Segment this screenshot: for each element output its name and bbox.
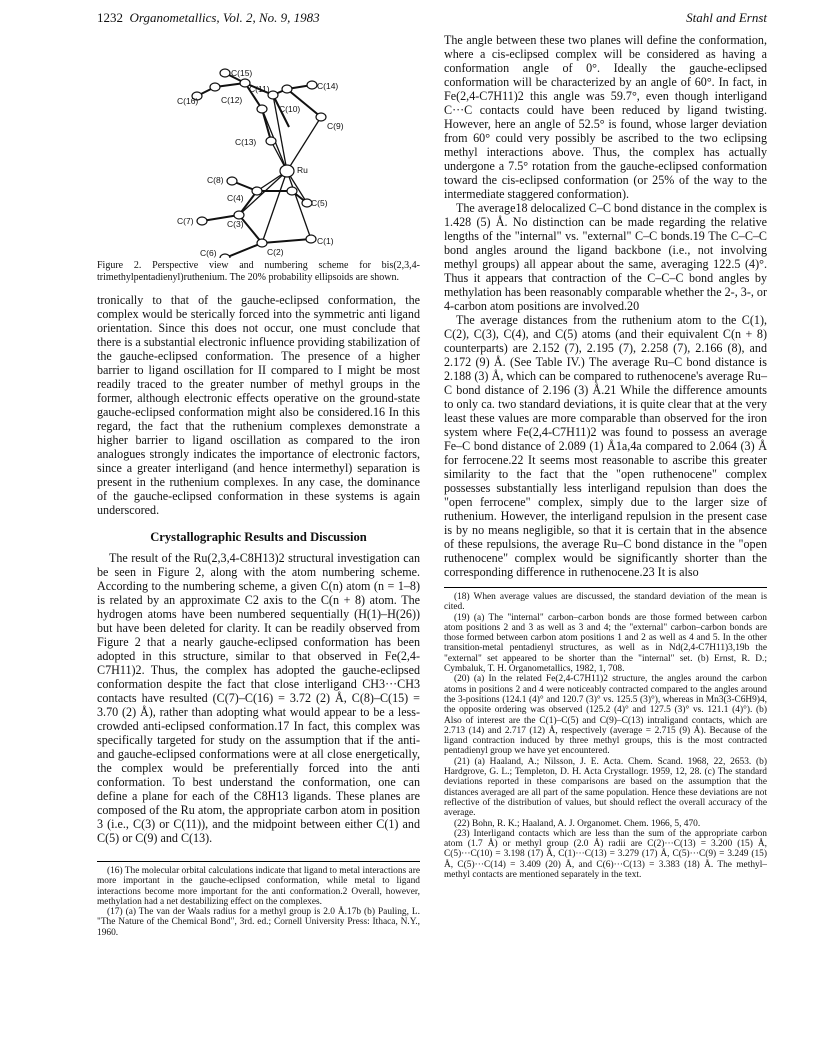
atom-label: C(16) <box>177 96 199 106</box>
page-number: 1232 <box>97 10 123 25</box>
atom-label: C(4) <box>227 193 244 203</box>
atom-label: C(8) <box>207 175 224 185</box>
atom-label: C(1) <box>317 236 334 246</box>
footnote: (17) (a) The van der Waals radius for a methyl group is 2.0 Å.17b (b) Pauling, L. "The Nature of the Chemical Bond", 3rd. ed.; Cornell University Press: Ithaca, N.Y., 1960. <box>97 907 420 938</box>
body-paragraph: The average distances from the ruthenium atom to the C(1), C(2), C(3), C(4), and C(5) atoms (and their equivalent C(n + 8) counterparts) are 2.152 (7), 2.195 (7), 2.258 (7), 2.166 (8), and 2.172 (9) Å. (See Table IV.) The average Ru–C bond distance is 2.188 (3) Å, which can be compared to ruthenocene's average Ru–C bond distance of 2.196 (3) Å.21 While the difference amounts to only ca. two standard deviations, it is quite clear that at the very least these values are more comparable than observed for the iron system where Fe(2,4-C7H11)2 was found to possess an average Fe–C bond distance of 2.089 (1) Å1a,4a compared to 2.064 (3) Å for ferrocene.22 It seems most reasonable to ascribe this greater similarity to the fact that the "open ruthenocene" complex possesses substantially less interligand repulsion than does the "open ferrocene" complex, simply due to the larger size of ruthenium. However, the interligand repulsion in the present case is by no means negligible, so that it is certain that in the absence of these repulsions, the average Ru–C bond distance in the "open ruthenocene" complex would be significantly shorter than the corresponding difference in ruthenocene.23 It is also <box>444 313 767 579</box>
atom-label: C(13) <box>235 137 257 147</box>
footnote: (18) When average values are discussed, the standard deviation of the mean is cited. <box>444 592 767 613</box>
atom-label: C(9) <box>327 121 344 131</box>
atom-label: Ru <box>297 165 308 175</box>
footnote: (20) (a) In the related Fe(2,4-C7H11)2 structure, the angles around the carbon atoms in positions 2 and 4 were noticeably contracted compared to the angles around the 3-positions (124.1 (4)° and 120.7 (3)° vs. 125.5 (3)°), whereas in Mn3(3-C6H9)4, the opposite ordering was observed (125.2 (4)° and 127.5 (3)° vs. 121.1 (4)°). (b) Also of interest are the C(1)–C(5) and C(9)–C(13) intraligand contacts, which are 2.713 (14) and 2.717 (12) Å, respectively (average = 2.715 (9) Å). Because of the ligand contraction induced by three methyl groups, this is the most contracted pentadienyl group we have yet encountered. <box>444 674 767 757</box>
body-paragraph: tronically to that of the gauche-eclipsed conformation, the complex would be sterically forced into the symmetric anti ligand orientation. Since this does not occur, one must conclude that there is a substantial electronic influence providing stabilization of the gauche-eclipsed conformation. The presence of a higher barrier to ligand oscillation for II compared to I might be most readily traced to the greater number of methyl groups in the former, although electronic effects operative on the ground-state gauche-eclipsed conformation might also be considered.16 In this regard, the fact that the ruthenium complexes demonstrate a higher barrier to ligand oscillation as compared to the iron analogues strongly indicates the importance of electronic factors, since a greater interligand (and hence intermethyl) separation is present in the ruthenium complexes. In any case, the dominance of the gauche-eclipsed conformation in these systems is again underscored. <box>97 293 420 517</box>
footnote: (19) (a) The "internal" carbon–carbon bonds are those formed between carbon atom positions 2 and 3 as well as 3 and 4; the "external" carbon–carbon bonds are those formed between carbon atom positions 1 and 2 as well as 4 and 5. In the other transition-metal pentadienyl structures, as well as in Nd(2,4-C7H11)3,19b the "external" set appeared to be shorter than the "internal" set. (b) Ernst, R. D.; Cymbaluk, T. H. Organometallics, 1982, 1, 708. <box>444 612 767 675</box>
footnote-divider <box>444 587 767 588</box>
atom-label: C(10) <box>279 104 301 114</box>
footnote: (23) Interligand contacts which are less than the sum of the appropriate carbon atom (1.7 Å) or methyl group (2.0 Å) radii are C(2)···C(13) = 3.200 (15) Å, C(5)···C(10) = 3.198 (17) Å, C(1)···C(13) = 3.279 (17) Å, C(5)···C(9) = 3.249 (15) Å, C(5)···C(14) = 3.409 (20) Å, and C(6)···C(13) = 3.383 (18) Å. The methyl–methyl contacts are mentioned separately in the text. <box>444 828 767 881</box>
left-column <box>97 33 420 938</box>
footnote: (16) The molecular orbital calculations indicate that ligand to metal interactions are more important in the gauche-eclipsed conformation, while metal to ligand interactions become more important for the anti conformation.2 Overall, however, methylation had a net destabilizing effect on the complexes. <box>97 866 420 907</box>
footnote: (22) Bohn, R. K.; Haaland, A. J. Organomet. Chem. 1966, 5, 470. <box>454 818 701 829</box>
section-heading: Crystallographic Results and Discussion <box>150 530 367 544</box>
ortep-structure-drawing <box>97 33 420 258</box>
figure-caption: Figure 2. Perspective view and numbering scheme for bis(2,3,4-trimethylpentadienyl)ruthenium. The 20% probability ellipsoids are shown. <box>97 260 420 283</box>
atom-label: C(3) <box>227 219 244 229</box>
atom-label: C(5) <box>311 198 328 208</box>
atom-label: C(7) <box>177 216 194 226</box>
body-paragraph: The average18 delocalized C–C bond distance in the complex is 1.428 (5) Å. No distinction can be made regarding the relative lengths of the "internal" vs. "external" C–C bonds.19 The C–C–C bond angles around the ligand backbone (i.e., not involving methyl groups) all appear about the same, averaging 122.5 (4)°. Thus it appears that contraction of the C–C–C bond angles by methylation has been reasonably comparable whether the 2-, 3-, or 4-carbon atom positions are involved.20 <box>444 201 767 313</box>
running-header <box>97 10 767 30</box>
atom-label: C(14) <box>317 81 339 91</box>
header-left <box>97 10 320 26</box>
atom-label: C(15) <box>231 68 253 78</box>
figure-2 <box>97 33 420 258</box>
atom-label: C(2) <box>267 247 284 257</box>
atom-label: C(6) <box>200 248 217 258</box>
body-paragraph: The result of the Ru(2,3,4-C8H13)2 structural investigation can be seen in Figure 2, along with the atom numbering scheme. According to the numbering scheme, a given C(n) atom (n = 1–8) is related by an approximate C2 axis to the C(n + 8) atom. The hydrogen atoms have been numbered sequentially (H(1)–H(26)) but have been deleted for clarity. It can be readily observed from Figure 2 that a nearly gauche-eclipsed conformation has been adopted in this structure, similar to that observed in Fe(2,4-C7H11)2. Thus, the complex has adopted the gauche-eclipsed conformation despite the fact that close interligand CH3···CH3 contacts have resulted (C(7)–C(16) = 3.72 (2) Å, C(8)–C(15) = 3.70 (2) Å), rather than adopting what would appear to be a less-crowded anti-eclipsed conformation.17 In fact, this complex was specifically targeted for study on the assumption that if the anti- and gauche-eclipsed conformations were at all close energetically, the complex would be preferentially forced into the anti conformation. To best understand the conformation, one can define a plane for each of the C8H13 ligands. These planes are composed of the Ru atom, the appropriate carbon atom in position 3 (i.e., C(3) or C(11)), and the midpoint between either C(1) and C(5) or C(9) and C(13). <box>97 551 420 845</box>
body-paragraph: The angle between these two planes will define the conformation, where a cis-eclipsed complex will be considered as having a conformation angle of 0°. Ideally the gauche-eclipsed conformation will be characterized by an angle of 60°. In fact, in Fe(2,4-C7H11)2 this angle was 59.7°, even though interligand C···C contacts could have been reduced by ligand twisting. However, here an angle of 52.5° is found, whose larger deviation from 60° could very possibly be ascribed to the two eclipsing methyl interactions above. Thus, the complex has actually undergone a 7.5° rotation from the gauche-eclipsed conformation toward the cis-eclipsed conformation (or 25% of the way to the intermediate staggered conformation). <box>444 33 767 201</box>
journal-citation: Organometallics, Vol. 2, No. 9, 1983 <box>129 10 320 25</box>
atom-label: C(12) <box>221 95 243 105</box>
footnote-divider <box>97 861 420 862</box>
header-authors: Stahl and Ernst <box>686 10 767 25</box>
right-column <box>444 33 767 880</box>
atom-label: C(11) <box>249 84 270 94</box>
footnote: (21) (a) Haaland, A.; Nilsson, J. E. Acta. Chem. Scand. 1968, 22, 2653. (b) Hardgrove, G. L.; Templeton, D. H. Acta Crystallogr. 1959, 12, 28. (c) The standard deviations reported in these comparisons are based on the assumption that the distances averaged are all part of the same population. Hence these deviations are not reflective of the distribution of values, but should reflect the overall accuracy of the average. <box>444 756 767 819</box>
